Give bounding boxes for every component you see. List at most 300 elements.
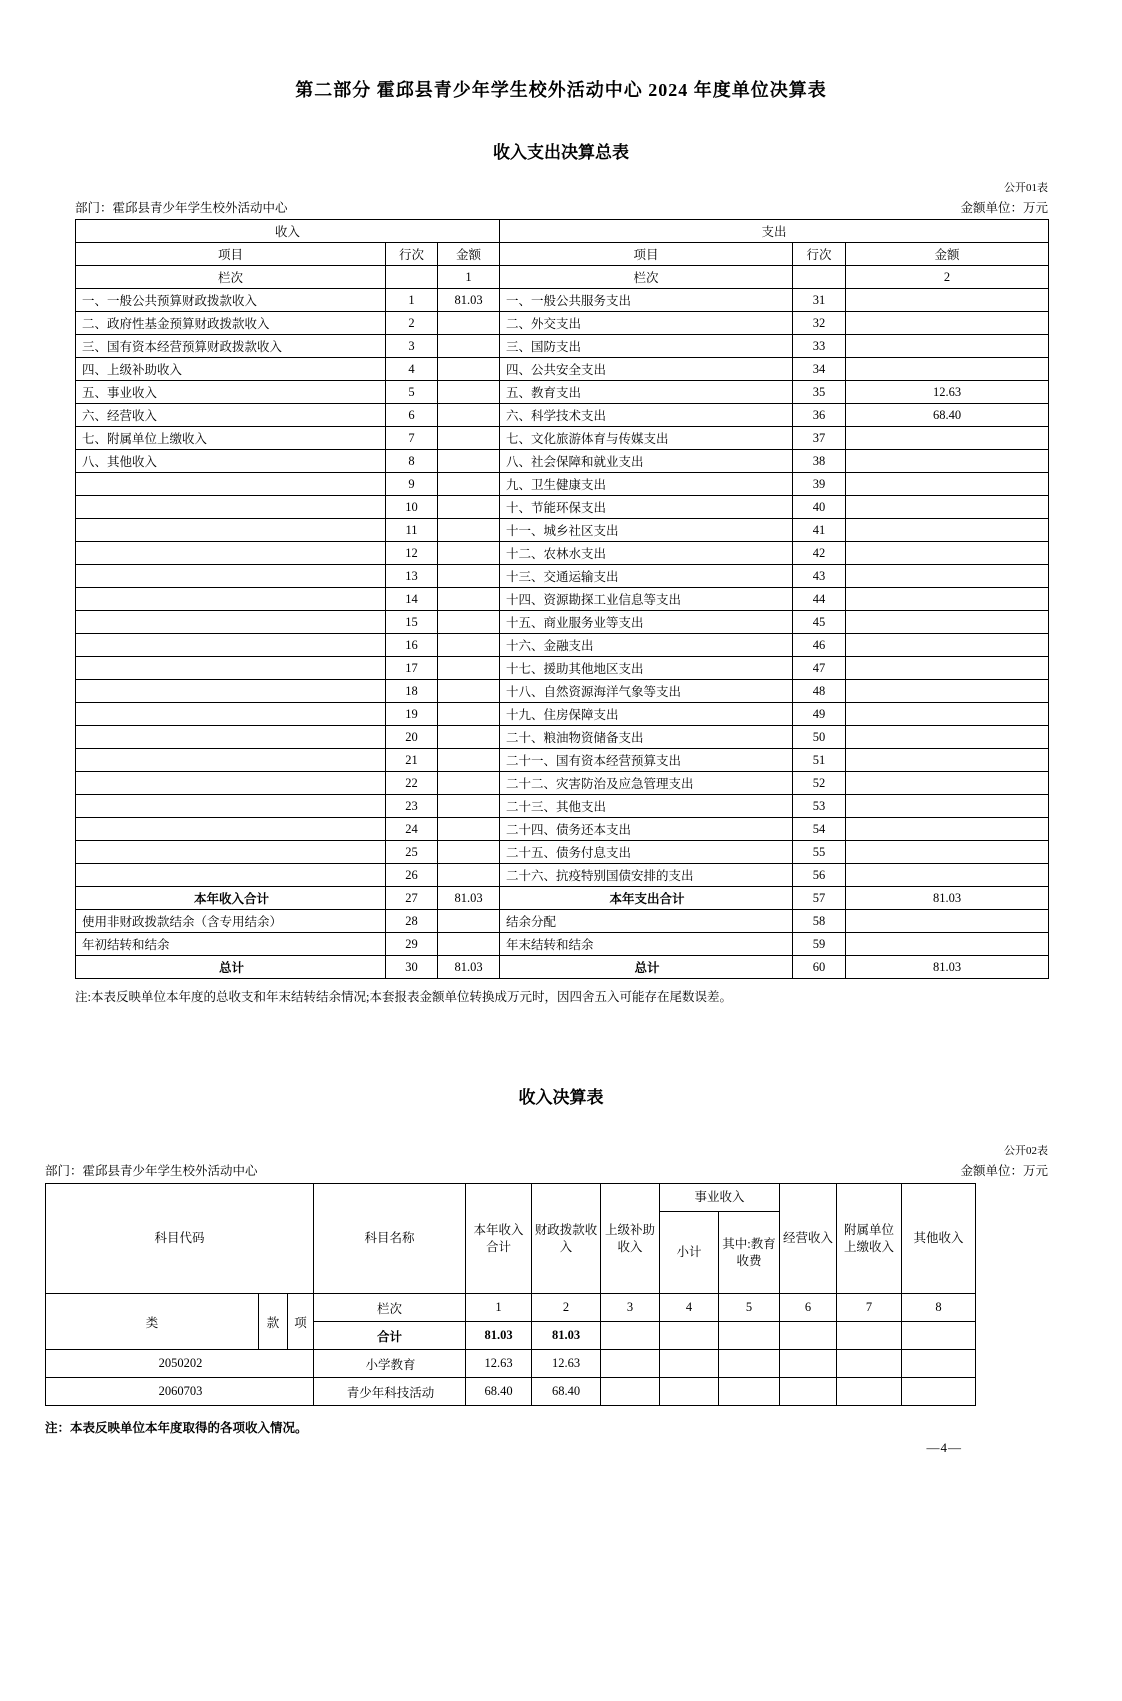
income-row-number: 7 xyxy=(386,427,438,450)
income-row-number: 12 xyxy=(386,542,438,565)
expense-amount xyxy=(846,427,1049,450)
income-item xyxy=(76,703,386,726)
income-amount xyxy=(438,519,500,542)
income-row-number: 11 xyxy=(386,519,438,542)
item-header: 项 xyxy=(288,1294,314,1350)
income-value xyxy=(660,1378,719,1406)
income-item: 本年收入合计 xyxy=(76,887,386,910)
income-item: 使用非财政拨款结余（含专用结余） xyxy=(76,910,386,933)
expense-amount xyxy=(846,289,1049,312)
income-row-number: 1 xyxy=(386,289,438,312)
income-item: 年初结转和结余 xyxy=(76,933,386,956)
expense-amount xyxy=(846,473,1049,496)
income-row-number: 18 xyxy=(386,680,438,703)
table1-unit: 金额单位：万元 xyxy=(960,201,1048,215)
income-value: 68.40 xyxy=(532,1378,601,1406)
expense-amount xyxy=(846,335,1049,358)
income-item: 三、国有资本经营预算财政拨款收入 xyxy=(76,335,386,358)
expense-section-header: 支出 xyxy=(500,220,1049,243)
income-item xyxy=(76,749,386,772)
expense-row-number: 36 xyxy=(793,404,846,427)
business-income-header: 事业收入 xyxy=(660,1184,780,1212)
table2-title: 收入决算表 xyxy=(518,1088,604,1107)
income-value: 12.63 xyxy=(532,1350,601,1378)
income-amount xyxy=(438,358,500,381)
table1-note: 注:本表反映单位本年度的总收支和年末结转结余情况;本套报表金额单位转换成万元时，因四舍五入可能存在尾数误差。 xyxy=(75,990,732,1004)
income-amount xyxy=(438,864,500,887)
col-number: 3 xyxy=(601,1294,660,1322)
expense-item: 八、社会保障和就业支出 xyxy=(500,450,793,473)
income-item xyxy=(76,519,386,542)
subject-code: 2060703 xyxy=(46,1378,314,1406)
expense-row-number: 59 xyxy=(793,933,846,956)
income-amount xyxy=(438,933,500,956)
expense-row-number: 41 xyxy=(793,519,846,542)
income-item xyxy=(76,772,386,795)
expense-item: 十五、商业服务业等支出 xyxy=(500,611,793,634)
expense-row-number: 34 xyxy=(793,358,846,381)
income-item: 七、附属单位上缴收入 xyxy=(76,427,386,450)
table1-row xyxy=(76,312,1049,335)
income-rowno-header: 行次 xyxy=(386,243,438,266)
table2-row xyxy=(46,1378,976,1406)
expense-item: 六、科学技术支出 xyxy=(500,404,793,427)
expense-item: 十八、自然资源海洋气象等支出 xyxy=(500,680,793,703)
income-item xyxy=(76,680,386,703)
expense-amount xyxy=(846,818,1049,841)
table1-row xyxy=(76,703,1049,726)
income-item xyxy=(76,864,386,887)
table2-lanci-row xyxy=(46,1294,976,1322)
page-number: —4— xyxy=(926,1440,962,1455)
operating-income-header: 经营收入 xyxy=(780,1184,837,1294)
table1-row xyxy=(76,749,1049,772)
table1-row xyxy=(76,450,1049,473)
income-amount xyxy=(438,680,500,703)
income-amount: 81.03 xyxy=(438,887,500,910)
income-row-number: 16 xyxy=(386,634,438,657)
expense-amount xyxy=(846,450,1049,473)
expense-row-number: 32 xyxy=(793,312,846,335)
income-amount xyxy=(438,657,500,680)
table1-row xyxy=(76,427,1049,450)
table1-row xyxy=(76,496,1049,519)
table1-row xyxy=(76,611,1049,634)
income-item xyxy=(76,496,386,519)
expense-amount xyxy=(846,565,1049,588)
income-row-number: 28 xyxy=(386,910,438,933)
table1-title: 收入支出决算总表 xyxy=(493,143,629,162)
expense-row-number: 40 xyxy=(793,496,846,519)
table1-row xyxy=(76,473,1049,496)
expense-row-number: 38 xyxy=(793,450,846,473)
expense-item: 二、外交支出 xyxy=(500,312,793,335)
subtotal-header: 小计 xyxy=(660,1212,719,1294)
expense-row-number: 55 xyxy=(793,841,846,864)
expense-amount xyxy=(846,841,1049,864)
income-row-number: 3 xyxy=(386,335,438,358)
expense-item: 结余分配 xyxy=(500,910,793,933)
expense-amount xyxy=(846,588,1049,611)
table1-row xyxy=(76,956,1049,979)
expense-item: 九、卫生健康支出 xyxy=(500,473,793,496)
income-item xyxy=(76,634,386,657)
expense-item: 二十、粮油物资储备支出 xyxy=(500,726,793,749)
income-section-header: 收入 xyxy=(76,220,500,243)
table1-row xyxy=(76,565,1049,588)
income-item xyxy=(76,588,386,611)
subject-name: 青少年科技活动 xyxy=(314,1378,466,1406)
table2-header-row-1 xyxy=(46,1184,976,1212)
table1-row xyxy=(76,289,1049,312)
income-value xyxy=(837,1378,902,1406)
table1-row xyxy=(76,864,1049,887)
table2-note: 注：本表反映单位本年度取得的各项收入情况。 xyxy=(45,1421,308,1435)
income-row-number: 22 xyxy=(386,772,438,795)
expense-item: 五、教育支出 xyxy=(500,381,793,404)
expense-amount xyxy=(846,933,1049,956)
table1-row xyxy=(76,910,1049,933)
expense-row-number: 52 xyxy=(793,772,846,795)
table1-row xyxy=(76,404,1049,427)
income-amount xyxy=(438,335,500,358)
total-value: 81.03 xyxy=(532,1322,601,1350)
income-value xyxy=(601,1378,660,1406)
income-item xyxy=(76,611,386,634)
income-amount xyxy=(438,565,500,588)
expense-row-number: 57 xyxy=(793,887,846,910)
income-row-number: 17 xyxy=(386,657,438,680)
income-amount-header: 金额 xyxy=(438,243,500,266)
income-item xyxy=(76,657,386,680)
expense-amount: 81.03 xyxy=(846,887,1049,910)
income-row-number: 24 xyxy=(386,818,438,841)
income-detail-table xyxy=(45,1183,976,1406)
expense-item: 十一、城乡社区支出 xyxy=(500,519,793,542)
expense-item: 四、公共安全支出 xyxy=(500,358,793,381)
total-value xyxy=(780,1322,837,1350)
table1-row xyxy=(76,680,1049,703)
total-value xyxy=(837,1322,902,1350)
expense-row-number: 33 xyxy=(793,335,846,358)
table1-row xyxy=(76,358,1049,381)
income-amount xyxy=(438,795,500,818)
expense-row-number: 45 xyxy=(793,611,846,634)
income-row-number: 30 xyxy=(386,956,438,979)
income-value xyxy=(719,1350,780,1378)
expense-amount xyxy=(846,496,1049,519)
income-item: 二、政府性基金预算财政拨款收入 xyxy=(76,312,386,335)
income-row-number: 10 xyxy=(386,496,438,519)
income-amount xyxy=(438,772,500,795)
table1-row xyxy=(76,588,1049,611)
income-amount xyxy=(438,473,500,496)
expense-amount xyxy=(846,703,1049,726)
expense-amount-header: 金额 xyxy=(846,243,1049,266)
expense-amount xyxy=(846,542,1049,565)
expense-lanci-empty xyxy=(793,266,846,289)
income-amount xyxy=(438,381,500,404)
income-value: 12.63 xyxy=(466,1350,532,1378)
income-value: 68.40 xyxy=(466,1378,532,1406)
education-fee-header: 其中:教育收费 xyxy=(719,1212,780,1294)
income-item: 四、上级补助收入 xyxy=(76,358,386,381)
expense-row-number: 58 xyxy=(793,910,846,933)
table1-row xyxy=(76,933,1049,956)
table1-department: 部门：霍邱县青少年学生校外活动中心 xyxy=(75,201,288,215)
col-number: 7 xyxy=(837,1294,902,1322)
expense-row-number: 44 xyxy=(793,588,846,611)
income-amount xyxy=(438,818,500,841)
income-row-number: 25 xyxy=(386,841,438,864)
income-amount xyxy=(438,496,500,519)
expense-rowno-header: 行次 xyxy=(793,243,846,266)
expense-item: 七、文化旅游体育与传媒支出 xyxy=(500,427,793,450)
income-amount xyxy=(438,312,500,335)
expense-amount xyxy=(846,795,1049,818)
expense-item: 三、国防支出 xyxy=(500,335,793,358)
income-row-number: 9 xyxy=(386,473,438,496)
table1-row xyxy=(76,841,1049,864)
expense-item: 十九、住房保障支出 xyxy=(500,703,793,726)
table1-row xyxy=(76,335,1049,358)
expense-row-number: 31 xyxy=(793,289,846,312)
section-header: 款 xyxy=(259,1294,288,1350)
income-lanci-label: 栏次 xyxy=(76,266,386,289)
expense-amount: 68.40 xyxy=(846,404,1049,427)
income-amount xyxy=(438,703,500,726)
total-value xyxy=(902,1322,976,1350)
expense-row-number: 48 xyxy=(793,680,846,703)
affiliated-unit-header: 附属单位上缴收入 xyxy=(837,1184,902,1294)
col-number: 8 xyxy=(902,1294,976,1322)
expense-item: 二十五、债务付息支出 xyxy=(500,841,793,864)
expense-row-number: 46 xyxy=(793,634,846,657)
table1-row xyxy=(76,519,1049,542)
table1-lanci-row xyxy=(76,266,1049,289)
income-value xyxy=(601,1350,660,1378)
income-row-number: 29 xyxy=(386,933,438,956)
expense-item: 十二、农林水支出 xyxy=(500,542,793,565)
table1-row xyxy=(76,818,1049,841)
income-row-number: 6 xyxy=(386,404,438,427)
total-value: 81.03 xyxy=(466,1322,532,1350)
expense-item: 二十六、抗疫特别国债安排的支出 xyxy=(500,864,793,887)
table2-row xyxy=(46,1350,976,1378)
expense-amount: 81.03 xyxy=(846,956,1049,979)
income-item xyxy=(76,473,386,496)
income-item: 六、经营收入 xyxy=(76,404,386,427)
income-item xyxy=(76,818,386,841)
expense-item-header: 项目 xyxy=(500,243,793,266)
income-amount xyxy=(438,749,500,772)
table2-lanci-label: 栏次 xyxy=(314,1294,466,1322)
income-value xyxy=(719,1378,780,1406)
expense-amount xyxy=(846,680,1049,703)
expense-row-number: 35 xyxy=(793,381,846,404)
table1-row xyxy=(76,726,1049,749)
income-value xyxy=(902,1378,976,1406)
expense-row-number: 43 xyxy=(793,565,846,588)
expense-item: 二十一、国有资本经营预算支出 xyxy=(500,749,793,772)
income-row-number: 4 xyxy=(386,358,438,381)
expense-amount xyxy=(846,358,1049,381)
expense-amount xyxy=(846,910,1049,933)
expense-row-number: 60 xyxy=(793,956,846,979)
expense-row-number: 47 xyxy=(793,657,846,680)
table1-public-label: 公开01表 xyxy=(1004,182,1048,194)
total-value xyxy=(719,1322,780,1350)
income-amount: 81.03 xyxy=(438,289,500,312)
income-amount xyxy=(438,404,500,427)
expense-row-number: 37 xyxy=(793,427,846,450)
year-income-total-header: 本年收入合计 xyxy=(466,1184,532,1294)
col-number: 1 xyxy=(466,1294,532,1322)
income-amount xyxy=(438,841,500,864)
income-item: 总计 xyxy=(76,956,386,979)
table1-section-header-row xyxy=(76,220,1049,243)
class-header: 类 xyxy=(46,1294,259,1350)
table1-column-header-row xyxy=(76,243,1049,266)
income-amount xyxy=(438,634,500,657)
expense-amount xyxy=(846,312,1049,335)
expense-amount xyxy=(846,772,1049,795)
expense-amount xyxy=(846,749,1049,772)
total-value xyxy=(660,1322,719,1350)
income-row-number: 14 xyxy=(386,588,438,611)
income-item xyxy=(76,841,386,864)
page-title: 第二部分 霍邱县青少年学生校外活动中心 2024 年度单位决算表 xyxy=(295,80,827,100)
expense-item: 本年支出合计 xyxy=(500,887,793,910)
income-row-number: 26 xyxy=(386,864,438,887)
expense-item: 二十三、其他支出 xyxy=(500,795,793,818)
table2-department: 部门：霍邱县青少年学生校外活动中心 xyxy=(45,1164,258,1178)
expense-item: 二十四、债务还本支出 xyxy=(500,818,793,841)
table1-body xyxy=(76,289,1049,979)
table1-row xyxy=(76,887,1049,910)
income-row-number: 27 xyxy=(386,887,438,910)
expense-item: 总计 xyxy=(500,956,793,979)
subject-name: 小学教育 xyxy=(314,1350,466,1378)
superior-subsidy-header: 上级补助收入 xyxy=(601,1184,660,1294)
income-row-number: 23 xyxy=(386,795,438,818)
col-number: 4 xyxy=(660,1294,719,1322)
subject-name-header: 科目名称 xyxy=(314,1184,466,1294)
income-item-header: 项目 xyxy=(76,243,386,266)
expense-amount xyxy=(846,864,1049,887)
income-row-number: 21 xyxy=(386,749,438,772)
col-number: 6 xyxy=(780,1294,837,1322)
table1-row xyxy=(76,542,1049,565)
income-item: 五、事业收入 xyxy=(76,381,386,404)
expense-row-number: 54 xyxy=(793,818,846,841)
expense-item: 二十二、灾害防治及应急管理支出 xyxy=(500,772,793,795)
income-row-number: 15 xyxy=(386,611,438,634)
income-amount xyxy=(438,726,500,749)
expense-item: 一、一般公共服务支出 xyxy=(500,289,793,312)
expense-amount xyxy=(846,519,1049,542)
subject-code-header: 科目代码 xyxy=(46,1184,314,1294)
other-income-header: 其他收入 xyxy=(902,1184,976,1294)
income-value xyxy=(837,1350,902,1378)
table2-meta xyxy=(45,1161,1048,1179)
expense-item: 年末结转和结余 xyxy=(500,933,793,956)
table2-body xyxy=(46,1350,976,1406)
table1-row xyxy=(76,634,1049,657)
income-amount xyxy=(438,542,500,565)
expense-row-number: 39 xyxy=(793,473,846,496)
col-number: 2 xyxy=(532,1294,601,1322)
income-row-number: 8 xyxy=(386,450,438,473)
expense-amount xyxy=(846,634,1049,657)
expense-row-number: 51 xyxy=(793,749,846,772)
expense-item: 十四、资源勘探工业信息等支出 xyxy=(500,588,793,611)
income-lanci-empty xyxy=(386,266,438,289)
table2-public-label: 公开02表 xyxy=(1004,1145,1048,1157)
income-amount xyxy=(438,450,500,473)
expense-row-number: 56 xyxy=(793,864,846,887)
income-value xyxy=(660,1350,719,1378)
income-item: 一、一般公共预算财政拨款收入 xyxy=(76,289,386,312)
expense-row-number: 49 xyxy=(793,703,846,726)
expense-row-number: 42 xyxy=(793,542,846,565)
income-item xyxy=(76,726,386,749)
income-row-number: 13 xyxy=(386,565,438,588)
table2-unit: 金额单位：万元 xyxy=(960,1164,1048,1178)
expense-amount xyxy=(846,657,1049,680)
income-row-number: 20 xyxy=(386,726,438,749)
income-value xyxy=(902,1350,976,1378)
income-amount xyxy=(438,588,500,611)
income-expense-summary-table xyxy=(75,219,1049,979)
income-item xyxy=(76,795,386,818)
fiscal-allocation-header: 财政拨款收入 xyxy=(532,1184,601,1294)
subject-code: 2050202 xyxy=(46,1350,314,1378)
expense-item: 十三、交通运输支出 xyxy=(500,565,793,588)
expense-col-number: 2 xyxy=(846,266,1049,289)
income-item xyxy=(76,542,386,565)
income-value xyxy=(780,1378,837,1406)
expense-item: 十七、援助其他地区支出 xyxy=(500,657,793,680)
income-amount xyxy=(438,427,500,450)
expense-row-number: 53 xyxy=(793,795,846,818)
income-value xyxy=(780,1350,837,1378)
table1-row xyxy=(76,381,1049,404)
col-number: 5 xyxy=(719,1294,780,1322)
income-row-number: 19 xyxy=(386,703,438,726)
income-row-number: 5 xyxy=(386,381,438,404)
income-row-number: 2 xyxy=(386,312,438,335)
table1-row xyxy=(76,772,1049,795)
expense-row-number: 50 xyxy=(793,726,846,749)
expense-item: 十六、金融支出 xyxy=(500,634,793,657)
income-amount: 81.03 xyxy=(438,956,500,979)
expense-item: 十、节能环保支出 xyxy=(500,496,793,519)
total-label: 合计 xyxy=(314,1322,466,1350)
income-item xyxy=(76,565,386,588)
expense-amount: 12.63 xyxy=(846,381,1049,404)
expense-lanci-label: 栏次 xyxy=(500,266,793,289)
table1-row xyxy=(76,657,1049,680)
income-col-number: 1 xyxy=(438,266,500,289)
income-item: 八、其他收入 xyxy=(76,450,386,473)
expense-amount xyxy=(846,726,1049,749)
table1-meta xyxy=(75,198,1048,216)
income-amount xyxy=(438,910,500,933)
table1-row xyxy=(76,795,1049,818)
income-amount xyxy=(438,611,500,634)
total-value xyxy=(601,1322,660,1350)
